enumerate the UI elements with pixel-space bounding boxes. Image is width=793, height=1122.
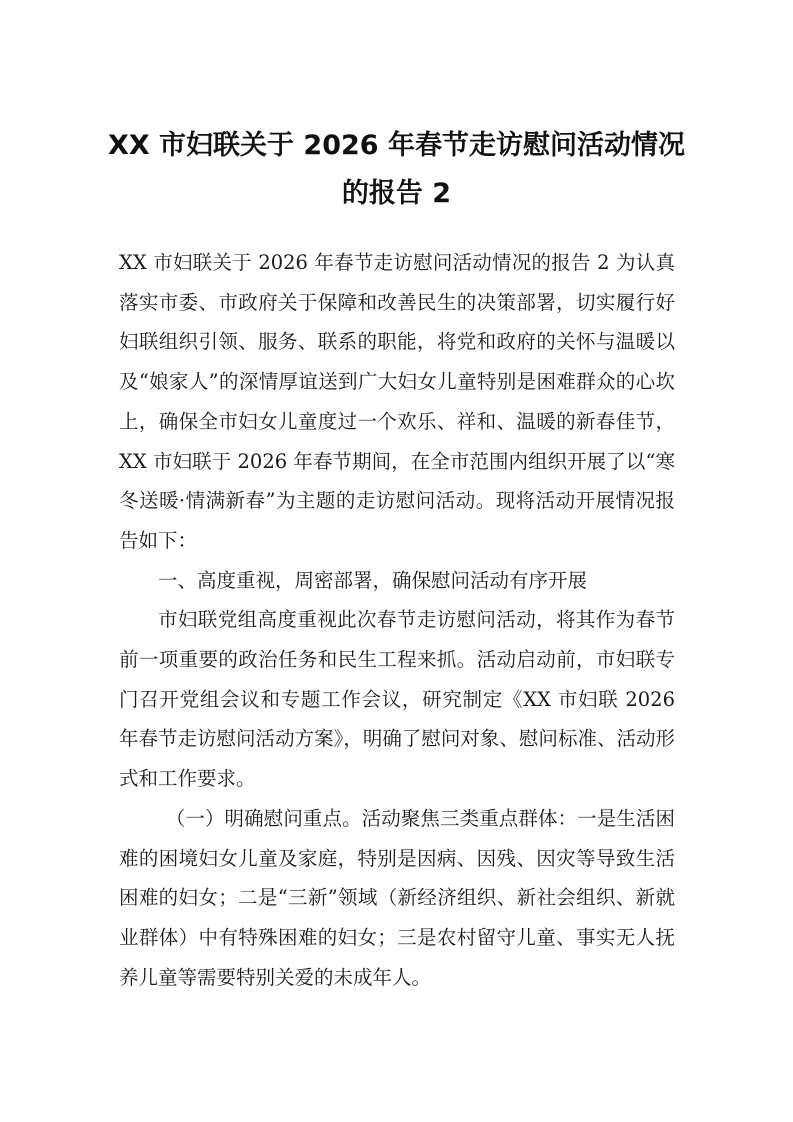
intro-paragraph: XX 市妇联关于 2026 年春节走访慰问活动情况的报告 2 为认真落实市委、市政府关于保障和改善民生的决策部署，切实履行好妇联组织引领、服务、联系的职能，将党和政府的关怀与温暖以及“娘家人”的深情厚谊送到广大妇女儿童特别是困难群众的心坎上，确保全市妇女儿童度过一个欢乐、祥和、温暖的新春佳节，XX 市妇联于 2026 年春节期间，在全市范围内组织开展了以“寒冬送暖·情满新春”为主题的走访慰问活动。现将活动开展情况报告如下：: [119, 251, 675, 552]
section-1-paragraph: 市妇联党组高度重视此次春节走访慰问活动，将其作为春节前一项重要的政治任务和民生工程来抓。活动启动前，市妇联专门召开党组会议和专题工作会议，研究制定《XX 市妇联 2026 年春节走访慰问活动方案》，明确了慰问对象、慰问标准、活动形式和工作要求。: [119, 608, 675, 791]
subsection-1-paragraph: （一）明确慰问重点。活动聚焦三类重点群体：一是生活困难的困境妇女儿童及家庭，特别是因病、因残、因灾等导致生活困难的妇女；二是“三新”领域（新经济组织、新社会组织、新就业群体）中有特殊困难的妇女；三是农村留守儿童、事实无人抚养儿童等需要特别关爱的未成年人。: [119, 806, 675, 989]
document-body: [119, 243, 675, 997]
document-title: XX 市妇联关于 2026 年春节走访慰问活动情况的报告 2: [108, 130, 685, 209]
section-heading-1: 一、高度重视，周密部署，确保慰问活动有序开展: [158, 568, 588, 592]
